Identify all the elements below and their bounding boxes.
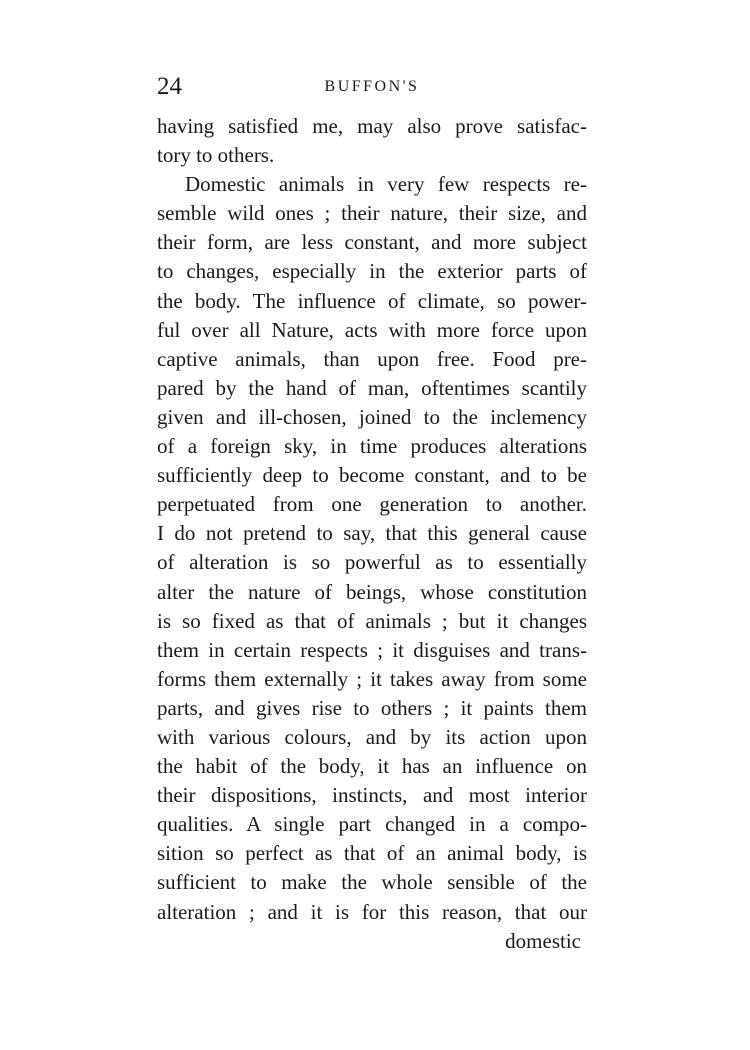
text-line: Domestic animals in very few respects re- — [185, 172, 587, 197]
text-line: I do not pretend to say, that this general cause — [157, 521, 587, 546]
text-line: their form, are less constant, and more subject — [157, 230, 587, 255]
text-line: is so fixed as that of animals ; but it changes — [157, 608, 587, 633]
text-line: captive animals, than upon free. Food pre- — [157, 346, 587, 371]
text-line: alter the nature of beings, whose constitution — [157, 579, 587, 604]
text-line: alteration ; and it is for this reason, that our — [157, 899, 587, 924]
page-number: 24 — [157, 73, 182, 100]
text-line: perpetuated from one generation to another. — [157, 492, 587, 517]
text-line: the body. The influence of climate, so power- — [157, 288, 587, 313]
text-line: sufficiently deep to become constant, and to be — [157, 463, 587, 488]
text-line: parts, and gives rise to others ; it paints them — [157, 695, 587, 720]
text-line: of a foreign sky, in time produces alterations — [157, 434, 587, 459]
text-line: with various colours, and by its action upon — [157, 724, 587, 749]
text-line: of alteration is so powerful as to essentially — [157, 550, 587, 575]
catchword: domestic — [505, 928, 581, 953]
text-line: tory to others. — [157, 143, 275, 168]
text-line: forms them externally ; it takes away from some — [157, 666, 587, 691]
body-text — [157, 112, 587, 956]
text-line: ful over all Nature, acts with more force upon — [157, 317, 587, 342]
text-line: them in certain respects ; it disguises and trans- — [157, 637, 587, 662]
text-line: qualities. A single part changed in a compo- — [157, 812, 587, 837]
text-line: to changes, especially in the exterior parts of — [157, 259, 587, 284]
running-head — [157, 72, 587, 102]
text-line: semble wild ones ; their nature, their size, and — [157, 201, 587, 226]
text-line: the habit of the body, it has an influence on — [157, 754, 587, 779]
running-title: BUFFON'S — [324, 78, 420, 95]
text-line: sufficient to make the whole sensible of the — [157, 870, 587, 895]
text-line: pared by the hand of man, oftentimes scantily — [157, 375, 587, 400]
text-line: having satisfied me, may also prove satisfac- — [157, 114, 587, 138]
text-line: sition so perfect as that of an animal body, is — [157, 841, 587, 866]
text-line: given and ill-chosen, joined to the inclemency — [157, 404, 587, 429]
text-line: their dispositions, instincts, and most interior — [157, 783, 587, 808]
